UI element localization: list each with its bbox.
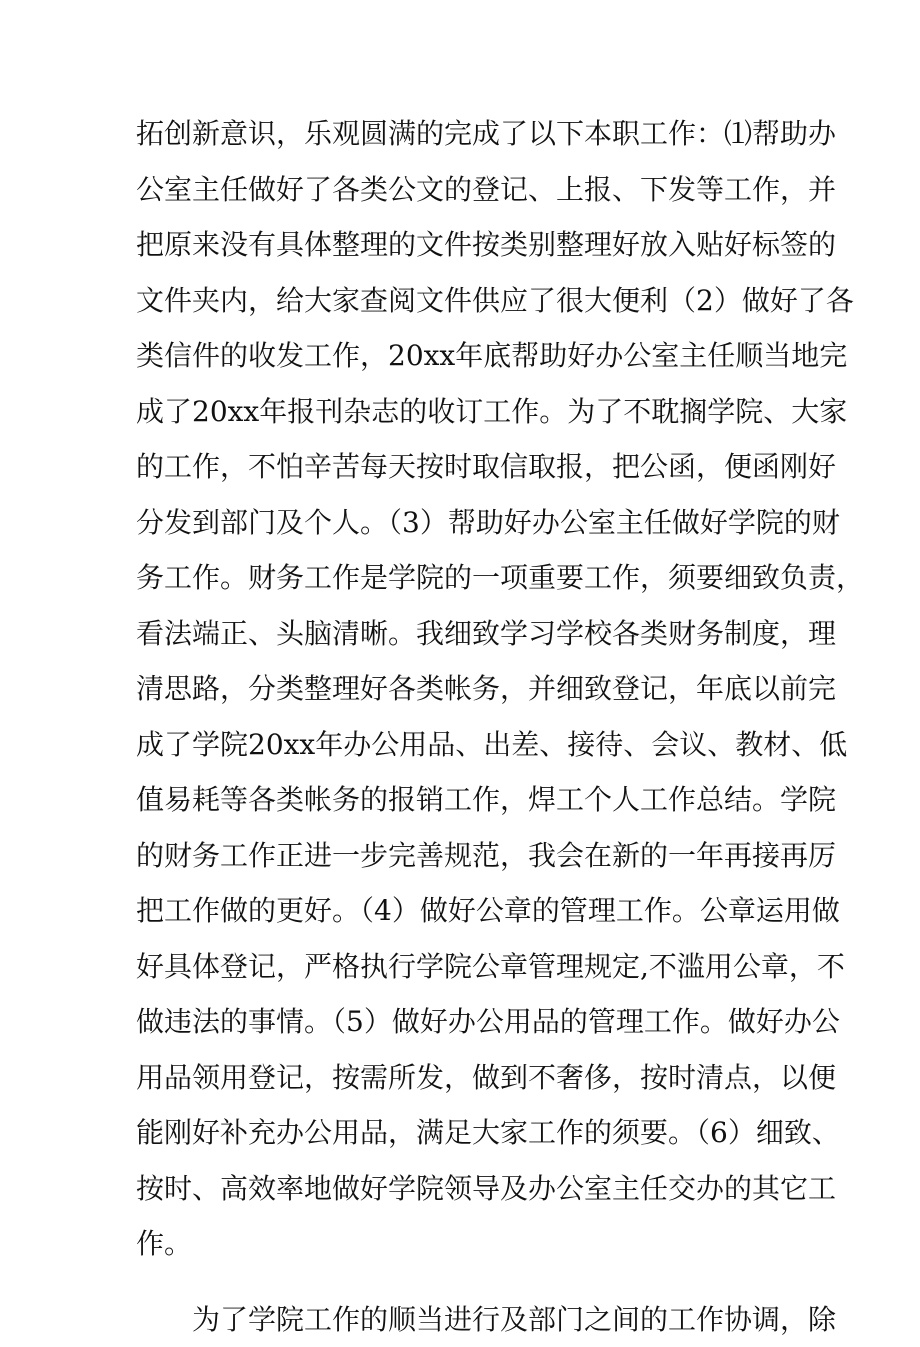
text-line: 值易耗等各类帐务的报销工作，焊工个人工作总结。学院 [136, 772, 788, 828]
text-line: 成了20xx年报刊杂志的收订工作。为了不耽搁学院、大家 [136, 384, 788, 440]
text-line: 分发到部门及个人。（3）帮助好办公室主任做好学院的财 [136, 495, 788, 551]
text-line: 把原来没有具体整理的文件按类别整理好放入贴好标签的 [136, 217, 788, 273]
text-line: 好具体登记，严格执行学院公章管理规定,不滥用公章，不 [136, 939, 788, 995]
text-line: 的工作，不怕辛苦每天按时取信取报，把公函，便函刚好 [136, 439, 788, 495]
paragraph-1 [136, 106, 788, 1272]
text-line: 务工作。财务工作是学院的一项重要工作，须要细致负责， [136, 550, 788, 606]
text-line: 公室主任做好了各类公文的登记、上报、下发等工作，并 [136, 162, 788, 218]
text-line: 把工作做的更好。（4）做好公章的管理工作。公章运用做 [136, 883, 788, 939]
text-line: 用品领用登记，按需所发，做到不奢侈，按时清点，以便 [136, 1050, 788, 1106]
text-line: 作。 [136, 1216, 788, 1272]
text-line: 文件夹内，给大家查阅文件供应了很大便利（2）做好了各 [136, 273, 788, 329]
text-line: 看法端正、头脑清晰。我细致学习学校各类财务制度，理 [136, 606, 788, 662]
text-line: 按时、高效率地做好学院领导及办公室主任交办的其它工 [136, 1161, 788, 1217]
document-page [136, 106, 788, 1347]
text-line: 拓创新意识，乐观圆满的完成了以下本职工作：⑴帮助办 [136, 106, 788, 162]
text-line: 做违法的事情。（5）做好办公用品的管理工作。做好办公 [136, 994, 788, 1050]
text-line: 能刚好补充办公用品，满足大家工作的须要。（6）细致、 [136, 1105, 788, 1161]
paragraph-spacing [136, 1272, 788, 1292]
paragraph-2 [136, 1292, 788, 1347]
text-line: 类信件的收发工作，20xx年底帮助好办公室主任顺当地完 [136, 328, 788, 384]
text-line: 为了学院工作的顺当进行及部门之间的工作协调，除 [136, 1292, 788, 1347]
text-line: 清思路，分类整理好各类帐务，并细致登记，年底以前完 [136, 661, 788, 717]
text-line: 成了学院20xx年办公用品、出差、接待、会议、教材、低 [136, 717, 788, 773]
text-line: 的财务工作正进一步完善规范，我会在新的一年再接再厉 [136, 828, 788, 884]
